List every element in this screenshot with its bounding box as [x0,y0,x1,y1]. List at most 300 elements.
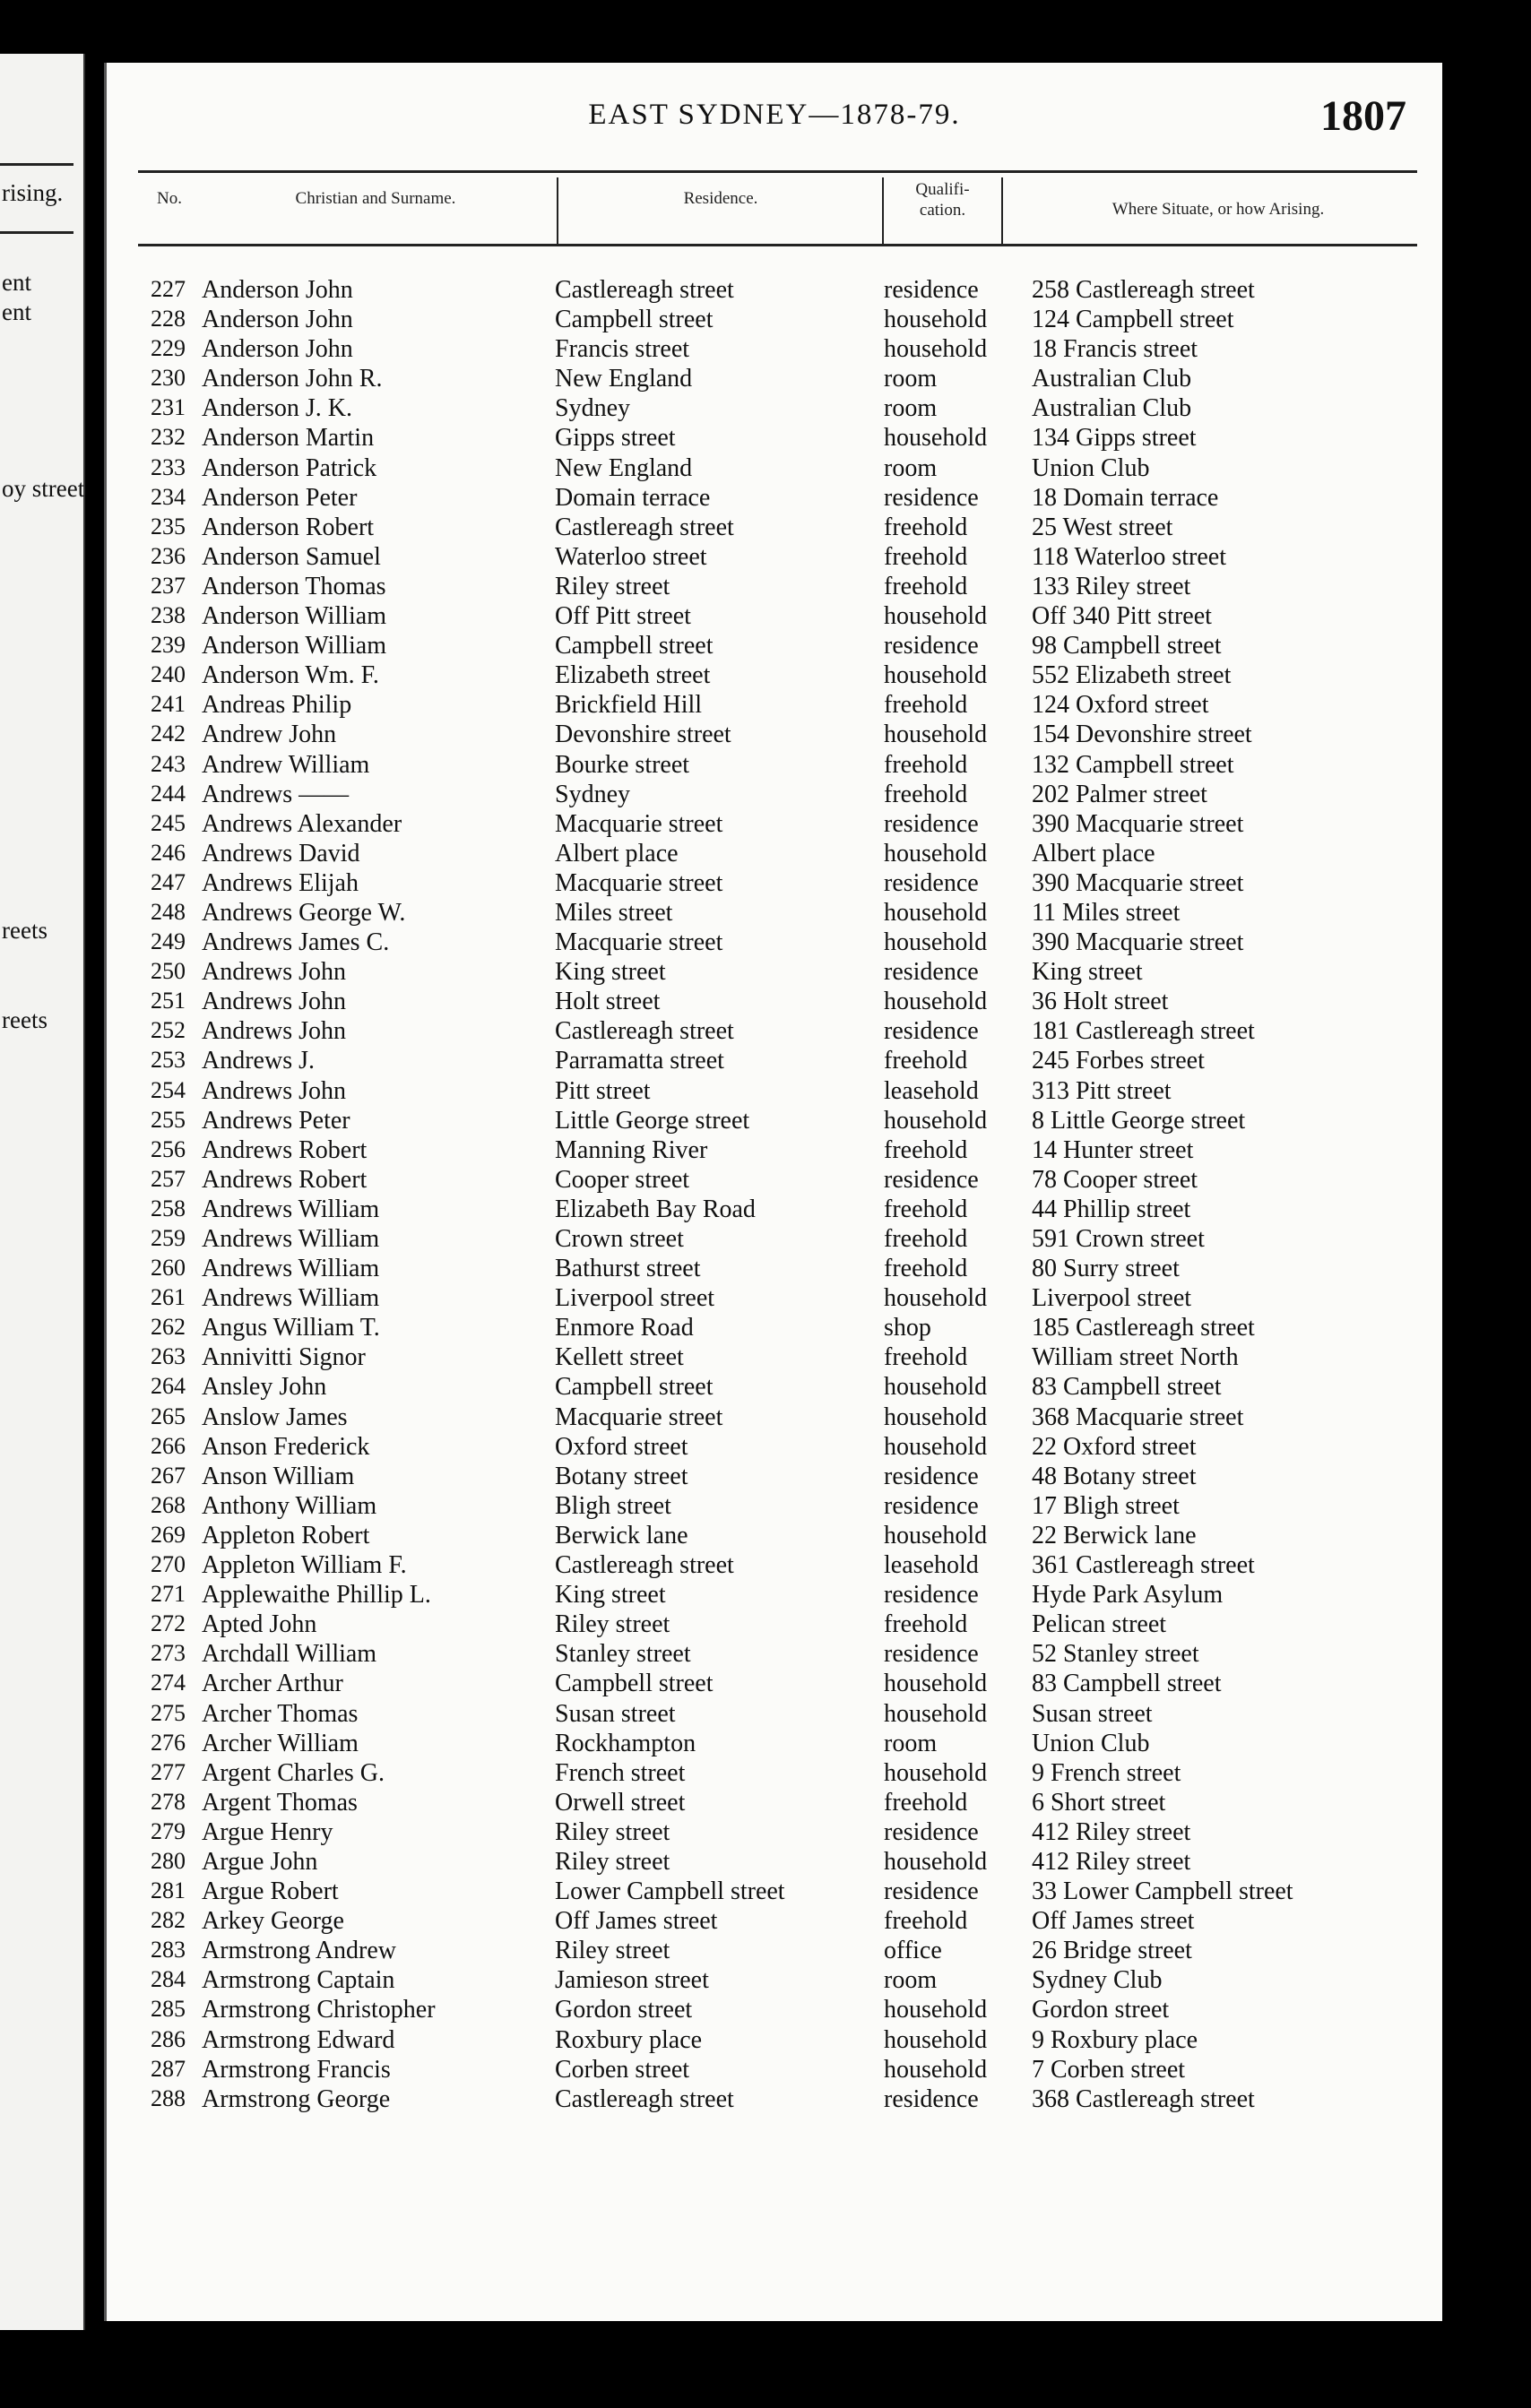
table-row [107,869,1442,899]
entry-where: 185 Castlereagh street [1032,1314,1255,1342]
entry-number: 228 [151,306,186,332]
entry-qualification: freehold [884,750,968,779]
entry-residence: Macquarie street [555,809,723,838]
entry-residence: Manning River [555,1135,708,1164]
entry-name: Annivitti Signor [202,1343,366,1372]
entry-qualification: freehold [884,1788,968,1817]
entry-qualification: household [884,1373,988,1402]
table-row [107,721,1442,750]
entry-number: 263 [151,1343,186,1370]
entry-name: Andrews J. [202,1047,315,1075]
entry-name: Anslow James [202,1403,348,1431]
entry-number: 232 [151,424,186,451]
entry-qualification: household [884,928,988,957]
entry-qualification: freehold [884,1343,968,1372]
entry-residence: Gipps street [555,424,676,453]
entry-name: Andrews John [202,1017,346,1046]
entry-qualification: freehold [884,691,968,720]
entry-residence: Parramatta street [555,1047,724,1075]
entry-number: 286 [151,2025,186,2052]
entry-name: Andrews William [202,1255,380,1283]
table-row [107,1937,1442,1966]
entry-residence: Riley street [555,1937,670,1965]
table-row [107,1759,1442,1789]
entry-where: 6 Short street [1032,1788,1166,1817]
entry-residence: King street [555,1581,666,1610]
table-row [107,1818,1442,1848]
entry-residence: Miles street [555,898,673,927]
table-row [107,602,1442,632]
entry-where: 22 Oxford street [1032,1432,1197,1461]
table-row [107,1581,1442,1610]
entry-number: 258 [151,1195,186,1221]
entry-qualification: leasehold [884,1551,979,1580]
entry-residence: Castlereagh street [555,2084,734,2113]
table-row [107,1610,1442,1640]
table-row [107,661,1442,691]
entry-name: Anderson Samuel [202,542,381,571]
entry-qualification: freehold [884,1047,968,1075]
entry-name: Applewaithe Phillip L. [202,1581,431,1610]
entry-residence: Berwick lane [555,1521,688,1549]
column-divider [882,177,884,244]
entry-number: 262 [151,1314,186,1341]
entry-where: 44 Phillip street [1032,1195,1191,1223]
entry-residence: Crown street [555,1225,684,1253]
left-fragment: ent [2,298,31,325]
entry-qualification: residence [884,1491,979,1520]
table-row [107,840,1442,869]
entry-number: 256 [151,1135,186,1162]
table-row [107,454,1442,484]
entry-number: 249 [151,928,186,955]
table-row [107,1195,1442,1225]
entry-name: Andrew William [202,750,370,779]
entry-name: Archer William [202,1729,359,1757]
left-fragment: reets [2,1006,48,1033]
register-page [104,63,1442,2321]
entry-where: 11 Miles street [1032,898,1181,927]
entry-where: 118 Waterloo street [1032,542,1227,571]
entry-name: Andrews Peter [202,1106,350,1135]
col-header-residence: Residence. [683,189,758,208]
entry-qualification: freehold [884,780,968,808]
entry-residence: Riley street [555,1817,670,1846]
entry-qualification: freehold [884,542,968,571]
entry-where: 552 Elizabeth street [1032,661,1232,690]
entry-qualification: freehold [884,1255,968,1283]
entry-qualification: room [884,1966,938,1995]
entry-residence: Corben street [555,2055,690,2084]
entry-number: 250 [151,958,186,985]
entry-number: 247 [151,868,186,895]
entry-qualification: household [884,1403,988,1431]
table-row [107,1166,1442,1195]
entry-name: Argent Charles G. [202,1758,385,1787]
entry-number: 285 [151,1996,186,2023]
entry-residence: Little George street [555,1106,750,1135]
entry-where: Pelican street [1032,1610,1167,1639]
table-row [107,306,1442,335]
entry-name: Andrews William [202,1284,380,1313]
entry-name: Argue Robert [202,1877,339,1906]
entry-where: Gordon street [1032,1996,1170,2024]
entry-qualification: freehold [884,1135,968,1164]
entry-where: Liverpool street [1032,1284,1192,1313]
entry-qualification: household [884,424,988,453]
entry-number: 237 [151,572,186,599]
entry-name: Argue Henry [202,1817,333,1846]
page-number: 1807 [1320,92,1406,140]
entry-number: 278 [151,1788,186,1815]
entry-where: 9 French street [1032,1758,1181,1787]
entry-number: 269 [151,1521,186,1548]
entry-number: 277 [151,1758,186,1785]
table-row [107,1700,1442,1730]
left-rule [0,231,74,234]
entry-qualification: household [884,1284,988,1313]
entry-name: Anthony William [202,1491,377,1520]
entry-where: 83 Campbell street [1032,1373,1222,1402]
entry-name: Anderson William [202,602,386,631]
entry-where: Hyde Park Asylum [1032,1581,1224,1610]
entry-residence: Castlereagh street [555,513,734,541]
left-fragment: oy street [2,475,85,502]
entry-name: Anderson William [202,632,386,660]
entry-name: Andrews William [202,1195,380,1223]
entry-where: Australian Club [1032,394,1192,423]
entry-name: Ansley John [202,1373,327,1402]
table-row [107,484,1442,514]
entry-where: Sydney Club [1032,1966,1163,1995]
entry-where: 181 Castlereagh street [1032,1017,1255,1046]
entry-name: Angus William T. [202,1314,380,1342]
entry-number: 240 [151,661,186,688]
entry-where: 124 Campbell street [1032,306,1234,334]
entry-qualification: residence [884,868,979,897]
entry-number: 234 [151,483,186,510]
entry-qualification: household [884,1521,988,1549]
entry-where: 80 Surry street [1032,1255,1180,1283]
entry-residence: Sydney [555,780,630,808]
entry-where: 245 Forbes street [1032,1047,1205,1075]
entry-residence: Castlereagh street [555,276,734,304]
entry-number: 233 [151,453,186,480]
entry-residence: Brickfield Hill [555,691,703,720]
entry-qualification: residence [884,1165,979,1194]
entry-name: Armstrong George [202,2084,391,2113]
table-row [107,365,1442,394]
table-row [107,1077,1442,1107]
entry-residence: Castlereagh street [555,1017,734,1046]
entry-name: Appleton Robert [202,1521,370,1549]
entry-number: 281 [151,1877,186,1904]
entry-name: Andrews George W. [202,898,406,927]
table-row [107,1343,1442,1373]
entry-name: Andrews John [202,1076,346,1105]
entry-name: Andrews Robert [202,1135,368,1164]
entries-table [107,276,1442,2115]
entry-number: 235 [151,513,186,539]
entry-qualification: room [884,1729,938,1757]
entry-where: 33 Lower Campbell street [1032,1877,1293,1906]
entry-number: 287 [151,2055,186,2082]
table-row [107,988,1442,1017]
entry-qualification: household [884,839,988,867]
table-row [107,958,1442,988]
entry-qualification: residence [884,1817,979,1846]
entry-qualification: household [884,602,988,631]
table-row [107,1107,1442,1136]
entry-name: Argue John [202,1847,318,1876]
entry-name: Anderson Peter [202,483,358,512]
table-row [107,1403,1442,1433]
entry-number: 283 [151,1937,186,1964]
entry-qualification: household [884,1996,988,2024]
entry-number: 227 [151,276,186,302]
entry-number: 254 [151,1076,186,1103]
entry-number: 241 [151,691,186,718]
entry-residence: Off Pitt street [555,602,691,631]
entry-name: Anderson Robert [202,513,375,541]
entry-residence: Pitt street [555,1076,651,1105]
entry-qualification: residence [884,276,979,304]
left-fragment: rising. [2,179,64,206]
entry-name: Andrews Alexander [202,809,402,838]
entry-residence: Off James street [555,1907,718,1936]
table-row [107,751,1442,781]
entry-number: 265 [151,1403,186,1429]
entry-where: 78 Cooper street [1032,1165,1198,1194]
entry-where: 133 Riley street [1032,572,1191,600]
entry-qualification: residence [884,1877,979,1906]
entry-number: 260 [151,1255,186,1282]
left-fragment: reets [2,917,48,944]
entry-residence: French street [555,1758,686,1787]
entry-where: Union Club [1032,453,1150,482]
col-header-where: Where Situate, or how Arising. [1111,200,1325,219]
table-row [107,810,1442,840]
entry-name: Armstrong Andrew [202,1937,396,1965]
entry-number: 245 [151,809,186,836]
entry-residence: Campbell street [555,632,714,660]
entry-number: 242 [151,721,186,747]
column-divider [557,177,558,244]
table-row [107,573,1442,602]
entry-residence: Cooper street [555,1165,690,1194]
entry-residence: Orwell street [555,1788,686,1817]
table-row [107,1670,1442,1699]
entry-residence: Riley street [555,1847,670,1876]
left-fragment: ent [2,269,31,296]
entry-qualification: room [884,453,938,482]
entry-residence: Lower Campbell street [555,1877,785,1906]
entry-name: Appleton William F. [202,1551,407,1580]
entry-name: Anderson John R. [202,365,383,393]
table-row [107,1966,1442,1996]
entry-residence: Rockhampton [555,1729,696,1757]
entry-number: 255 [151,1106,186,1133]
table-row [107,899,1442,928]
table-row [107,1551,1442,1581]
entry-name: Anderson Patrick [202,453,377,482]
entry-residence: Campbell street [555,1373,714,1402]
entry-where: 368 Macquarie street [1032,1403,1244,1431]
entry-number: 271 [151,1581,186,1608]
table-row [107,424,1442,453]
entry-name: Andrews James C. [202,928,390,957]
entry-name: Andrews John [202,988,346,1016]
entry-name: Anson Frederick [202,1432,370,1461]
entry-qualification: freehold [884,1610,968,1639]
entry-number: 267 [151,1462,186,1489]
col-header-qualification: Qualifi-cation. [915,180,970,220]
entry-qualification: household [884,1432,988,1461]
entry-where: 48 Botany street [1032,1462,1197,1490]
entry-where: 412 Riley street [1032,1817,1191,1846]
column-divider [1001,177,1003,244]
table-row [107,691,1442,721]
entry-residence: Elizabeth street [555,661,711,690]
entry-qualification: room [884,365,938,393]
entry-residence: Oxford street [555,1432,688,1461]
entry-residence: Campbell street [555,306,714,334]
entry-residence: Macquarie street [555,1403,723,1431]
entry-name: Archer Arthur [202,1670,343,1698]
entry-where: Off 340 Pitt street [1032,602,1212,631]
entry-where: 134 Gipps street [1032,424,1197,453]
entry-qualification: household [884,898,988,927]
entry-qualification: office [884,1937,942,1965]
entry-qualification: residence [884,809,979,838]
entry-name: Armstrong Francis [202,2055,391,2084]
entry-number: 252 [151,1017,186,1044]
entry-where: 313 Pitt street [1032,1076,1172,1105]
entry-number: 268 [151,1491,186,1518]
entry-name: Anderson J. K. [202,394,352,423]
entry-qualification: freehold [884,572,968,600]
entry-qualification: freehold [884,1195,968,1223]
entry-where: 36 Holt street [1032,988,1169,1016]
entry-residence: Jamieson street [555,1966,709,1995]
entry-name: Anderson Wm. F. [202,661,379,690]
entry-qualification: residence [884,1462,979,1490]
table-row [107,1255,1442,1284]
entry-where: 368 Castlereagh street [1032,2084,1255,2113]
entry-name: Andrew John [202,721,337,749]
table-row [107,394,1442,424]
entry-qualification: household [884,1106,988,1135]
table-row [107,1996,1442,2025]
table-row [107,1047,1442,1076]
entry-number: 272 [151,1610,186,1637]
entry-name: Anderson Thomas [202,572,386,600]
entry-residence: Stanley street [555,1640,691,1669]
entry-residence: Sydney [555,394,630,423]
entry-residence: New England [555,365,693,393]
entry-residence: Devonshire street [555,721,731,749]
entry-where: 22 Berwick lane [1032,1521,1197,1549]
entry-number: 253 [151,1047,186,1074]
table-row [107,1136,1442,1166]
entry-where: Union Club [1032,1729,1150,1757]
entry-residence: Bathurst street [555,1255,701,1283]
col-header-name: Christian and Surname. [295,189,456,208]
entry-number: 275 [151,1699,186,1726]
entry-where: 412 Riley street [1032,1847,1191,1876]
entry-number: 248 [151,898,186,925]
entry-residence: Waterloo street [555,542,707,571]
table-row [107,335,1442,365]
entry-where: 14 Hunter street [1032,1135,1194,1164]
entry-qualification: residence [884,483,979,512]
entry-residence: Riley street [555,572,670,600]
entry-qualification: household [884,1699,988,1728]
entry-name: Anderson Martin [202,424,375,453]
entry-residence: Enmore Road [555,1314,694,1342]
entry-residence: King street [555,958,666,987]
table-row [107,514,1442,543]
entry-qualification: household [884,988,988,1016]
entry-name: Anderson John [202,335,353,364]
entry-where: 361 Castlereagh street [1032,1551,1255,1580]
entry-qualification: household [884,335,988,364]
entry-where: 8 Little George street [1032,1106,1246,1135]
entry-number: 229 [151,335,186,362]
entry-residence: Domain terrace [555,483,711,512]
entry-qualification: freehold [884,1225,968,1253]
entry-number: 239 [151,632,186,659]
entry-qualification: freehold [884,1907,968,1936]
table-row [107,2085,1442,2115]
entry-residence: Liverpool street [555,1284,715,1313]
entry-where: William street North [1032,1343,1239,1372]
entry-where: 26 Bridge street [1032,1937,1192,1965]
entry-where: 390 Macquarie street [1032,868,1244,897]
entry-number: 261 [151,1284,186,1311]
entry-number: 257 [151,1165,186,1192]
entry-name: Arkey George [202,1907,344,1936]
table-row [107,1492,1442,1522]
entry-residence: New England [555,453,693,482]
table-row [107,1314,1442,1343]
entry-where: 591 Crown street [1032,1225,1205,1253]
table-row [107,1730,1442,1759]
entry-where: 83 Campbell street [1032,1670,1222,1698]
table-row [107,1373,1442,1403]
entry-where: Australian Club [1032,365,1192,393]
entry-residence: Francis street [555,335,690,364]
entry-number: 231 [151,394,186,421]
entry-number: 273 [151,1640,186,1667]
entry-where: 390 Macquarie street [1032,928,1244,957]
entry-name: Anderson John [202,306,353,334]
entry-number: 251 [151,988,186,1014]
table-row [107,1640,1442,1670]
entry-name: Andrews David [202,839,360,867]
entry-name: Andreas Philip [202,691,352,720]
entry-where: 9 Roxbury place [1032,2025,1198,2054]
table-row [107,1284,1442,1314]
entry-where: 98 Campbell street [1032,632,1222,660]
table-row [107,1848,1442,1877]
entry-residence: Castlereagh street [555,1551,734,1580]
entry-name: Archer Thomas [202,1699,359,1728]
table-row [107,2056,1442,2085]
entry-where: King street [1032,958,1143,987]
entry-where: 132 Campbell street [1032,750,1234,779]
entry-qualification: residence [884,1017,979,1046]
